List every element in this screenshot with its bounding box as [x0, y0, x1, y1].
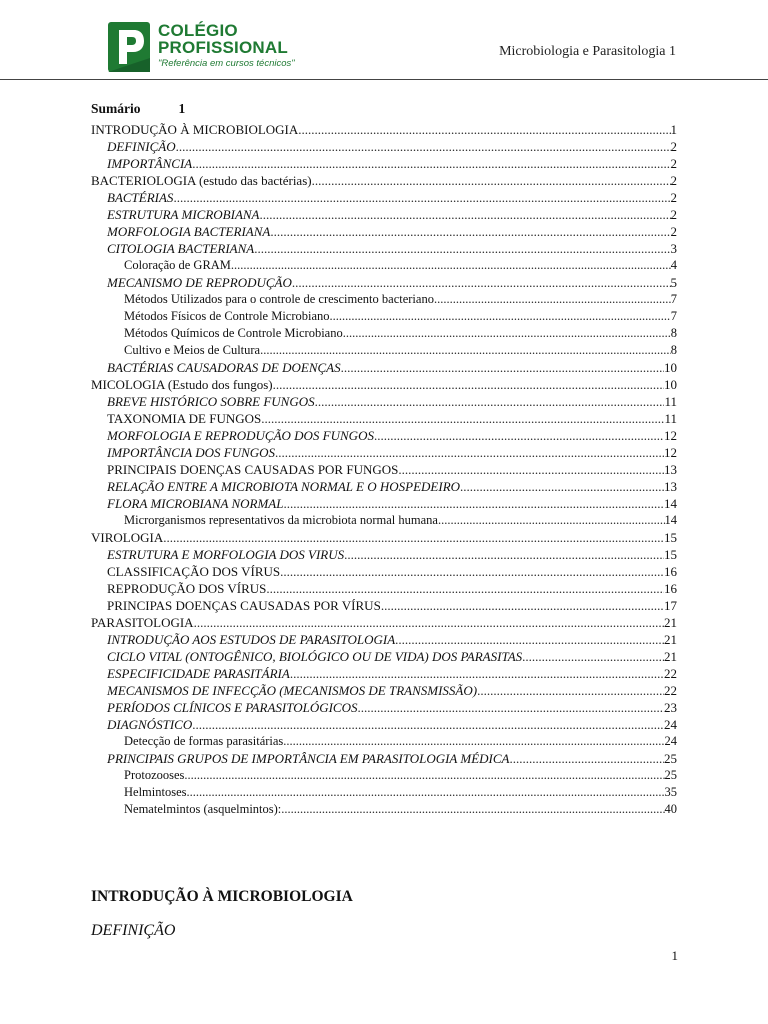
- toc-entry-label: Helmintoses: [124, 785, 187, 799]
- toc-entry-label: MICOLOGIA (Estudo dos fungos): [91, 377, 273, 392]
- toc-entry-page: 2: [670, 173, 677, 188]
- toc-leader-dots: [254, 240, 670, 257]
- toc-entry-page: 21: [664, 632, 677, 647]
- toc-entry[interactable]: [91, 155, 677, 172]
- toc-leader-dots: [438, 512, 665, 529]
- toc-entry[interactable]: [91, 478, 677, 495]
- toc-entry[interactable]: [91, 240, 677, 257]
- toc-leader-dots: [522, 648, 664, 665]
- toc-entry[interactable]: [91, 393, 677, 410]
- toc-entry-label: ESPECIFICIDADE PARASITÁRIA: [107, 666, 290, 681]
- toc-entry-label: INTRODUÇÃO À MICROBIOLOGIA: [91, 122, 299, 137]
- toc-entry-label: Nematelmintos (asquelmintos):: [124, 802, 282, 816]
- toc-list: [91, 121, 677, 818]
- toc-entry-label: RELAÇÃO ENTRE A MICROBIOTA NORMAL E O HOSPEDEIRO: [107, 479, 461, 494]
- toc-leader-dots: [187, 784, 665, 801]
- toc-entry-page: 15: [664, 530, 677, 545]
- header-divider: [0, 79, 768, 80]
- toc-leader-dots: [283, 733, 664, 750]
- toc-entry-label: BACTERIOLOGIA (estudo das bactérias): [91, 173, 312, 188]
- toc-leader-dots: [260, 206, 671, 223]
- toc-leader-dots: [292, 274, 671, 291]
- toc-entry-page: 12: [664, 445, 677, 460]
- toc-entry[interactable]: [91, 563, 677, 580]
- toc-entry[interactable]: [91, 495, 677, 512]
- toc-entry-page: 2: [670, 156, 677, 171]
- toc-entry[interactable]: [91, 682, 677, 699]
- toc-entry[interactable]: [91, 274, 677, 291]
- toc-entry-label: Detecção de formas parasitárias: [124, 734, 284, 748]
- toc-entry-page: 4: [670, 258, 677, 272]
- toc-entry-page: 24: [664, 717, 677, 732]
- logo-p-mark-icon: [108, 22, 150, 72]
- toc-entry[interactable]: [91, 597, 677, 614]
- toc-entry-page: 2: [670, 139, 677, 154]
- toc-entry[interactable]: [91, 801, 677, 818]
- toc-leader-dots: [374, 427, 664, 444]
- toc-entry-label: BREVE HISTÓRICO SOBRE FUNGOS: [107, 394, 315, 409]
- toc-entry[interactable]: [91, 665, 677, 682]
- toc-entry-label: FLORA MICROBIANA NORMAL: [107, 496, 284, 511]
- toc-entry-label: INTRODUÇÃO AOS ESTUDOS DE PARASITOLOGIA: [107, 632, 396, 647]
- toc-entry-label: Cultivo e Meios de Cultura: [124, 343, 261, 357]
- toc-entry-page: 13: [664, 479, 677, 494]
- toc-entry-page: 22: [664, 666, 677, 681]
- toc-leader-dots: [398, 461, 664, 478]
- toc-entry[interactable]: [91, 461, 677, 478]
- toc-entry-label: REPRODUÇÃO DOS VÍRUS: [107, 581, 267, 596]
- toc-leader-dots: [290, 665, 664, 682]
- toc-leader-dots: [192, 716, 664, 733]
- toc-entry-page: 16: [664, 581, 677, 596]
- toc-entry[interactable]: [91, 308, 677, 325]
- toc-entry-page: 3: [670, 241, 677, 256]
- toc-leader-dots: [315, 393, 665, 410]
- page-number: 1: [671, 948, 678, 963]
- toc-entry[interactable]: [91, 699, 677, 716]
- toc-entry[interactable]: [91, 138, 677, 155]
- toc-entry-page: 2: [670, 190, 677, 205]
- toc-leader-dots: [477, 682, 664, 699]
- logo-tagline: "Referência em cursos técnicos": [158, 58, 295, 69]
- toc-leader-dots: [266, 580, 664, 597]
- toc-entry[interactable]: [91, 223, 677, 240]
- toc-entry-label: CICLO VITAL (ONTOGÊNICO, BIOLÓGICO OU DE VIDA) DOS PARASITAS: [107, 649, 523, 664]
- toc-entry[interactable]: [91, 342, 677, 359]
- toc-entry[interactable]: [91, 529, 677, 546]
- toc-entry-label: PERÍODOS CLÍNICOS E PARASITOLÓGICOS: [107, 700, 358, 715]
- toc-entry[interactable]: [91, 750, 677, 767]
- toc-entry[interactable]: [91, 325, 677, 342]
- running-head: Microbiologia e Parasitologia 1: [499, 44, 676, 59]
- toc-entry[interactable]: [91, 291, 677, 308]
- toc-leader-dots: [270, 223, 670, 240]
- toc-entry[interactable]: [91, 580, 677, 597]
- toc-entry-page: 35: [664, 785, 677, 799]
- toc-entry-page: 14: [664, 496, 677, 511]
- toc-entry[interactable]: [91, 716, 677, 733]
- toc-entry[interactable]: [91, 733, 677, 750]
- toc-entry-label: MECANISMOS DE INFECÇÃO (MECANISMOS DE TRANSMISSÃO): [107, 683, 478, 698]
- toc-entry-label: Métodos Físicos de Controle Microbiano: [124, 309, 330, 323]
- toc-entry-page: 2: [670, 224, 677, 239]
- toc-entry[interactable]: [91, 631, 677, 648]
- toc-entry-page: 8: [670, 343, 677, 357]
- toc-leader-dots: [330, 308, 671, 325]
- toc-entry-label: DEFINIÇÃO: [107, 139, 176, 154]
- toc-entry-label: ESTRUTURA E MORFOLOGIA DOS VIRUS: [107, 547, 345, 562]
- toc-leader-dots: [194, 614, 664, 631]
- toc-leader-dots: [231, 257, 671, 274]
- toc-entry[interactable]: [91, 444, 677, 461]
- toc-leader-dots: [312, 172, 671, 189]
- toc-entry[interactable]: [91, 257, 677, 274]
- toc-entry-page: 23: [664, 700, 677, 715]
- toc-entry-page: 24: [664, 734, 677, 748]
- toc-entry-label: IMPORTÂNCIA DOS FUNGOS: [107, 445, 276, 460]
- logo-line2: PROFISSIONAL: [158, 38, 288, 57]
- toc-leader-dots: [509, 750, 664, 767]
- toc-entry-page: 11: [664, 411, 677, 426]
- toc-entry-label: PRINCIPAIS DOENÇAS CAUSADAS POR FUNGOS: [107, 462, 399, 477]
- toc-entry-page: 25: [664, 751, 677, 766]
- toc-entry-label: ESTRUTURA MICROBIANA: [107, 207, 260, 222]
- toc-entry-label: Métodos Químicos de Controle Microbiano: [124, 326, 343, 340]
- toc-leader-dots: [283, 495, 664, 512]
- toc-entry-label: CLASSIFICAÇÃO DOS VÍRUS: [107, 564, 281, 579]
- toc-entry-page: 14: [664, 513, 677, 527]
- toc-entry-page: 11: [664, 394, 677, 409]
- toc-entry[interactable]: [91, 767, 677, 784]
- toc-leader-dots: [281, 801, 664, 818]
- toc-entry-label: Protozooses: [124, 768, 185, 782]
- toc-entry[interactable]: [91, 614, 677, 631]
- toc-entry[interactable]: [91, 206, 677, 223]
- toc-entry-page: 15: [664, 547, 677, 562]
- toc-entry[interactable]: [91, 189, 677, 206]
- toc-entry-page: 10: [664, 360, 677, 375]
- toc-entry[interactable]: [91, 512, 677, 529]
- toc-entry-label: MECANISMO DE REPRODUÇÃO: [107, 275, 292, 290]
- toc-leader-dots: [260, 342, 671, 359]
- toc-entry-label: PRINCIPAIS GRUPOS DE IMPORTÂNCIA EM PARASITOLOGIA MÉDICA: [107, 751, 510, 766]
- toc-entry-label: Coloração de GRAM: [124, 258, 231, 272]
- toc-leader-dots: [261, 410, 664, 427]
- toc-leader-dots: [343, 325, 671, 342]
- toc-title-number: 1: [178, 101, 186, 116]
- toc-entry-label: MORFOLOGIA BACTERIANA: [107, 224, 271, 239]
- page-header: [0, 0, 768, 80]
- logo-line1: COLÉGIO: [158, 21, 238, 40]
- toc-entry[interactable]: [91, 172, 677, 189]
- toc-entry-label: IMPORTÂNCIA: [107, 156, 193, 171]
- toc-leader-dots: [381, 597, 664, 614]
- toc-entry-page: 2: [670, 207, 677, 222]
- toc-entry-label: BACTÉRIAS CAUSADORAS DE DOENÇAS: [107, 360, 341, 375]
- toc-entry-label: Métodos Utilizados para o controle de crescimento bacteriano: [124, 292, 434, 306]
- section-heading: INTRODUÇÃO À MICROBIOLOGIA: [91, 888, 353, 905]
- toc-leader-dots: [192, 155, 670, 172]
- toc-entry-label: VIROLOGIA: [91, 530, 164, 545]
- toc-entry-page: 10: [664, 377, 677, 392]
- toc-entry-page: 12: [664, 428, 677, 443]
- colegio-profissional-logo: [108, 20, 308, 75]
- toc-entry-label: BACTÉRIAS: [107, 190, 174, 205]
- toc-entry-label: TAXONOMIA DE FUNGOS: [107, 411, 262, 426]
- toc-leader-dots: [344, 546, 664, 563]
- toc-entry-page: 8: [670, 326, 677, 340]
- toc-entry-page: 1: [670, 122, 677, 137]
- toc-entry-page: 17: [664, 598, 677, 613]
- toc-entry[interactable]: [91, 121, 677, 138]
- toc-entry-label: CITOLOGIA BACTERIANA: [107, 241, 255, 256]
- toc-leader-dots: [358, 699, 665, 716]
- toc-entry-page: 7: [670, 292, 677, 306]
- toc-leader-dots: [341, 359, 664, 376]
- toc-leader-dots: [173, 189, 670, 206]
- toc-entry[interactable]: [91, 784, 677, 801]
- toc-title: [91, 100, 677, 118]
- toc-title-text: Sumário: [91, 101, 141, 116]
- toc-entry-page: 13: [664, 462, 677, 477]
- toc-entry-page: 21: [664, 615, 677, 630]
- toc-leader-dots: [280, 563, 664, 580]
- toc-entry[interactable]: [91, 648, 677, 665]
- toc-entry-page: 25: [664, 768, 677, 782]
- toc-entry[interactable]: [91, 427, 677, 444]
- toc-entry[interactable]: [91, 410, 677, 427]
- table-of-contents: [91, 100, 677, 818]
- toc-entry-page: 21: [664, 649, 677, 664]
- toc-leader-dots: [395, 631, 664, 648]
- toc-entry-page: 22: [664, 683, 677, 698]
- toc-entry-label: PRINCIPAS DOENÇAS CAUSADAS POR VÍRUS: [107, 598, 381, 613]
- toc-entry-page: 40: [664, 802, 677, 816]
- toc-leader-dots: [184, 767, 664, 784]
- toc-entry-label: MORFOLOGIA E REPRODUÇÃO DOS FUNGOS: [107, 428, 374, 443]
- toc-entry[interactable]: [91, 359, 677, 376]
- toc-leader-dots: [273, 376, 664, 393]
- toc-leader-dots: [275, 444, 664, 461]
- toc-entry-label: DIAGNÓSTICO: [107, 717, 193, 732]
- toc-entry-label: Microrganismos representativos da microbiota normal humana: [124, 513, 438, 527]
- toc-leader-dots: [460, 478, 664, 495]
- toc-entry-label: PARASITOLOGIA: [91, 615, 194, 630]
- toc-leader-dots: [298, 121, 670, 138]
- section-subheading: DEFINIÇÃO: [91, 922, 176, 939]
- toc-entry[interactable]: [91, 546, 677, 563]
- toc-entry-page: 16: [664, 564, 677, 579]
- toc-entry[interactable]: [91, 376, 677, 393]
- toc-entry-page: 7: [670, 309, 677, 323]
- toc-leader-dots: [163, 529, 664, 546]
- toc-leader-dots: [176, 138, 671, 155]
- toc-leader-dots: [434, 291, 671, 308]
- toc-entry-page: 5: [670, 275, 677, 290]
